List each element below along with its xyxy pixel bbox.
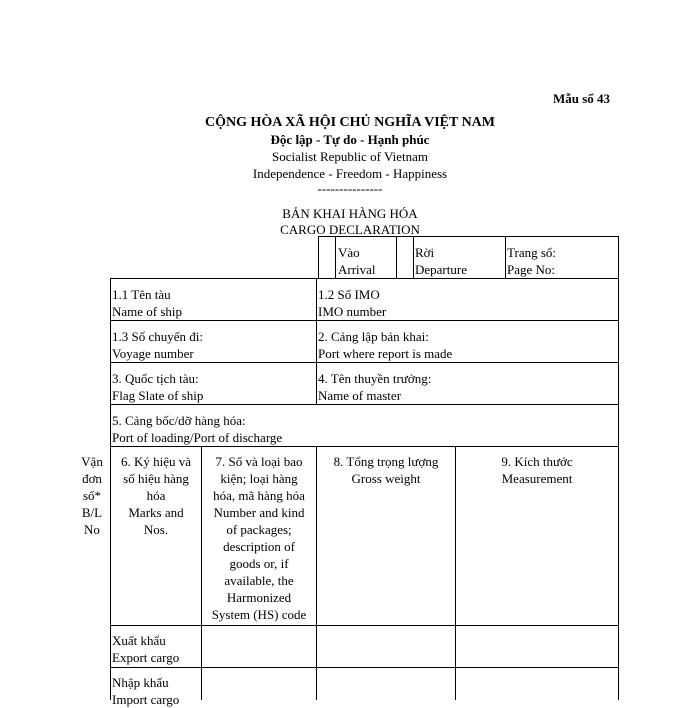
form-number: Mẫu số 43 — [553, 91, 611, 106]
report-port-field: 2. Cảng lập bản khai: Port where report is made — [318, 329, 453, 361]
ship-name-field: 1.1 Tên tàu Name of ship — [112, 287, 183, 319]
flag-field: 3. Quốc tịch tàu: Flag Slate of ship — [112, 371, 204, 403]
nation-name-vi: CỘNG HÒA XÃ HỘI CHỦ NGHĨA VIỆT NAM — [204, 115, 495, 130]
import-cargo-row: Nhập khẩu Import cargo — [112, 675, 180, 707]
separator: --------------- — [317, 181, 383, 196]
departure-option: Rời Departure — [415, 245, 467, 277]
nation-name-en: Socialist Republic of Vietnam — [271, 149, 429, 164]
motto-vi: Độc lập - Tự do - Hạnh phúc — [270, 132, 430, 147]
master-field: 4. Tên thuyền trưởng: Name of master — [318, 371, 432, 403]
voyage-field: 1.3 Số chuyến đi: Voyage number — [112, 329, 203, 361]
packages-header: 7. Số và loại bao kiện; loại hàng hóa, mã hàng hóa Number and kind of packages; description of goods or, if available, the Harmonized System (HS) code — [211, 454, 307, 622]
gross-weight-header: 8. Tổng trọng lượng Gross weight — [333, 454, 439, 486]
measurement-header: 9. Kích thước Measurement — [501, 454, 573, 486]
imo-field: 1.2 Số IMO IMO number — [318, 287, 387, 319]
motto-en: Independence - Freedom - Happiness — [252, 166, 448, 181]
arrival-option: Vào Arrival — [338, 245, 376, 277]
bl-number-header: Vận đơn số* B/L No — [81, 454, 103, 537]
ports-field: 5. Cảng bốc/dỡ hàng hóa: Port of loading/Port of discharge — [112, 413, 283, 445]
page-number: Trang số: Page No: — [507, 245, 557, 277]
export-cargo-row: Xuất khẩu Export cargo — [112, 633, 180, 665]
marks-header: 6. Ký hiệu và số hiệu hàng hóa Marks and Nos. — [120, 454, 192, 537]
title-en: CARGO DECLARATION — [280, 222, 420, 237]
title-vi: BẢN KHAI HÀNG HÓA — [282, 206, 418, 221]
